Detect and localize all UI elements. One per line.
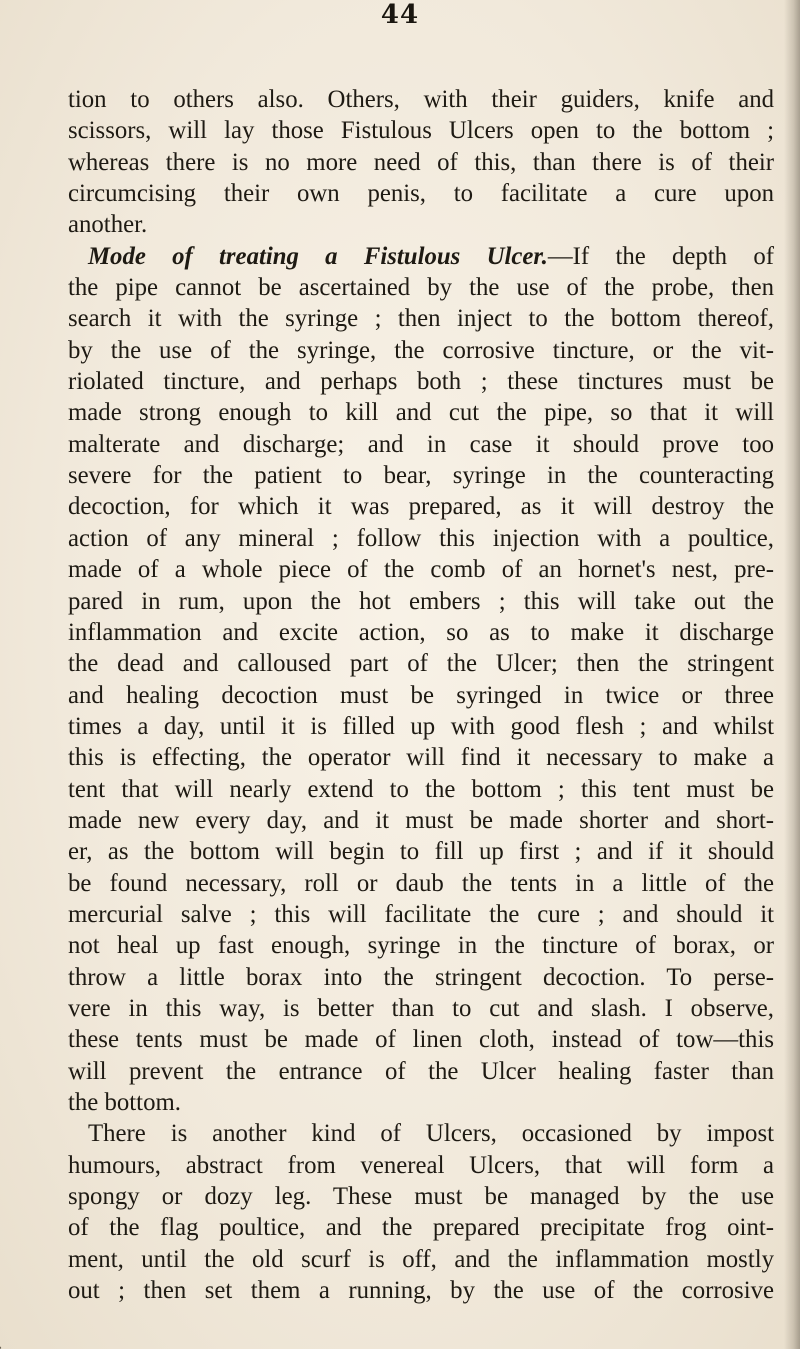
line-text: severe for the patient to bear, syringe in the counteracting: [68, 462, 774, 490]
text-line: [68, 115, 774, 146]
text-line: [68, 1181, 774, 1212]
text-line: [68, 209, 774, 240]
line-text: riolated tincture, and perhaps both ; these tinctures must be: [68, 368, 774, 396]
page-number: 44: [380, 0, 420, 30]
line-text: not heal up fast enough, syringe in the tincture of borax, or: [68, 932, 774, 960]
line-text: made of a whole piece of the comb of an hornet's nest, pre-: [68, 556, 774, 584]
line-text: the dead and calloused part of the Ulcer; then the stringent: [68, 650, 774, 678]
text-line: [68, 366, 774, 397]
text-line: [68, 1244, 774, 1275]
line-text: inflammation and excite action, so as to make it discharge: [68, 618, 774, 646]
line-text: another.: [68, 211, 148, 239]
line-text: made strong enough to kill and cut the pipe, so that it will: [68, 399, 774, 427]
text-line: [68, 491, 774, 522]
text-line: [68, 1087, 774, 1118]
line-text: There is another kind of Ulcers, occasioned by impost: [88, 1120, 774, 1148]
line-text: ment, until the old scurf is off, and the inflammation mostly: [68, 1245, 774, 1273]
text-line: [68, 397, 774, 428]
line-text: action of any mineral ; follow this injection with a poultice,: [68, 524, 774, 552]
line-text: —If the depth of: [547, 242, 774, 270]
body-text: [68, 84, 774, 1306]
line-text: will prevent the entrance of the Ulcer healing faster than: [68, 1057, 774, 1085]
line-text: the pipe cannot be ascertained by the use of the probe, then: [68, 274, 774, 302]
text-line: [68, 147, 774, 178]
line-text: out ; then set them a running, by the use of the corrosive: [68, 1277, 774, 1305]
text-line: [68, 178, 774, 209]
text-line: [68, 84, 774, 115]
line-text: made new every day, and it must be made shorter and short-: [68, 806, 774, 834]
text-line: [68, 648, 774, 679]
line-text: search it with the syringe ; then inject to the bottom thereof,: [68, 305, 774, 333]
line-text: and healing decoction must be syringed in twice or three: [68, 681, 774, 709]
text-line: [68, 899, 774, 930]
line-text: tion to others also. Others, with their guiders, knife and: [68, 86, 774, 113]
text-line: [68, 1212, 774, 1243]
line-text: by the use of the syringe, the corrosive tincture, or the vit-: [68, 336, 774, 364]
line-text: the bottom.: [68, 1089, 181, 1116]
text-line: [68, 1275, 774, 1306]
line-text: these tents must be made of linen cloth, instead of tow—this: [68, 1026, 774, 1054]
text-line: [68, 680, 774, 711]
line-text: circumcising their own penis, to facilitate a cure upon: [68, 180, 774, 208]
text-line: [68, 335, 774, 366]
text-line: [68, 586, 774, 617]
text-line: [68, 993, 774, 1024]
line-text: whereas there is no more need of this, than there is of their: [68, 148, 774, 176]
text-line: [68, 1118, 774, 1149]
text-line: [68, 272, 774, 303]
text-line: [68, 303, 774, 334]
line-text: this is effecting, the operator will find it necessary to make a: [68, 744, 774, 772]
text-line: [68, 241, 774, 272]
text-line: [68, 523, 774, 554]
line-text: mercurial salve ; this will facilitate the cure ; and should it: [68, 900, 774, 928]
line-text: malterate and discharge; and in case it should prove too: [68, 430, 774, 458]
section-heading: Mode of treating a Fistulous Ulcer.: [88, 242, 548, 270]
scan-corner-mark: [0, 1326, 36, 1349]
text-line: [68, 711, 774, 742]
line-text: pared in rum, upon the hot embers ; this will take out the: [68, 587, 774, 615]
text-line: [68, 930, 774, 961]
line-text: scissors, will lay those Fistulous Ulcers open to the bottom ;: [68, 117, 774, 145]
text-line: [68, 1056, 774, 1087]
text-line: [68, 805, 774, 836]
line-text: of the flag poultice, and the prepared precipitate frog oint-: [68, 1214, 774, 1242]
text-line: [68, 1150, 774, 1181]
line-text: spongy or dozy leg. These must be managed by the use: [68, 1183, 774, 1211]
text-line: [68, 774, 774, 805]
text-line: [68, 742, 774, 773]
page-edge-shadow: [784, 0, 800, 1349]
text-line: [68, 429, 774, 460]
text-line: [68, 460, 774, 491]
text-line: [68, 617, 774, 648]
text-line: [68, 554, 774, 585]
line-text: vere in this way, is better than to cut and slash. I observe,: [68, 994, 774, 1022]
text-line: [68, 836, 774, 867]
line-text: tent that will nearly extend to the bottom ; this tent must be: [68, 775, 774, 803]
line-text: times a day, until it is filled up with good flesh ; and whilst: [68, 712, 774, 740]
text-line: [68, 1024, 774, 1055]
line-text: decoction, for which it was prepared, as it will destroy the: [68, 493, 774, 521]
line-text: throw a little borax into the stringent decoction. To perse-: [68, 963, 774, 991]
line-text: be found necessary, roll or daub the tents in a little of the: [68, 869, 774, 897]
line-text: humours, abstract from venereal Ulcers, that will form a: [68, 1151, 774, 1179]
line-text: er, as the bottom will begin to fill up first ; and if it should: [68, 838, 774, 866]
text-line: [68, 962, 774, 993]
text-line: [68, 868, 774, 899]
